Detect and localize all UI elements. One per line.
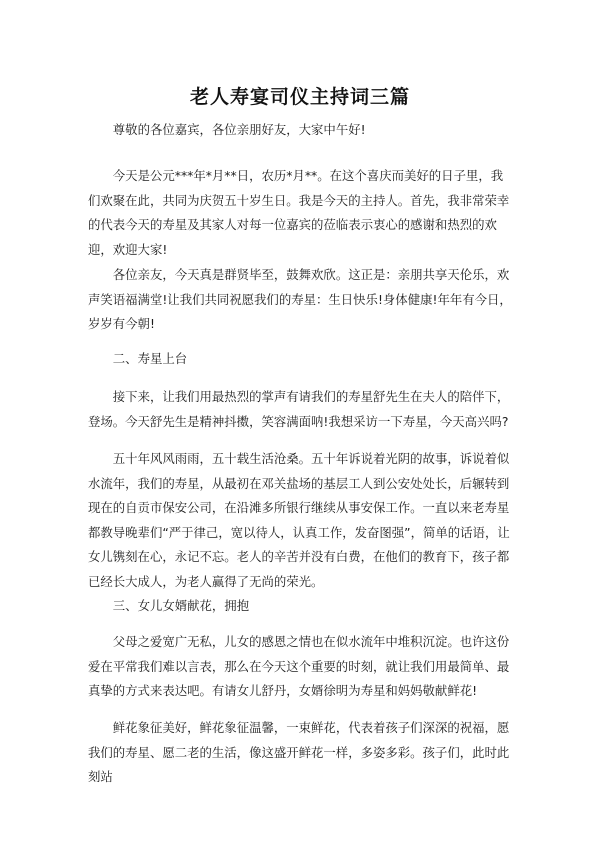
paragraph-flowers: 鲜花象征美好，鲜花象征温馨，一束鲜花，代表着孩子们深深的祝福，愿我们的寿星、愿二老的生活，像这盛开鲜花一样，多姿多彩。孩子们，此时此刻站: [88, 720, 510, 784]
section-heading-3: 三、女儿女婿献花，拥抱: [112, 598, 250, 613]
document-title: 老人寿宴司仪主持词三篇: [189, 86, 410, 108]
paragraph-gratitude: 父母之爱宽广无私，儿女的感恩之情也在似水流年中堆积沉淀。也许这份爱在平常我们难以言表，那么在今天这个重要的时刻，就让我们用最简单、最真挚的方式来表达吧。有请女儿舒丹，女婿徐明为寿星和妈妈敬献鲜花!: [88, 634, 510, 698]
paragraph-relatives: 各位亲友，今天真是群贤毕至，鼓舞欢欣。这正是：亲朋共享天伦乐，欢声笑语福满堂!让我们共同祝愿我们的寿星：生日快乐!身体健康!年年有今日，岁岁有今朝!: [88, 267, 512, 331]
paragraph-greeting: 尊敬的各位嘉宾，各位亲朋好友，大家中午好!: [112, 122, 366, 137]
paragraph-opening: 今天是公元***年*月**日，农历*月**。在这个喜庆而美好的日子里，我们欢聚在此，共同为庆贺五十岁生日。我是今天的主持人。首先，我非常荣幸的代表今天的寿星及其家人对每一位嘉宾的莅临表示衷心的感谢和热烈的欢迎，欢迎大家!: [88, 168, 510, 257]
paragraph-life-story: 五十年风风雨雨，五十载生活沧桑。五十年诉说着光阴的故事，诉说着似水流年，我们的寿星，从最初在邓关盐场的基层工人到公安处处长，后辗转到现在的自贡市保安公司，在沿滩多所银行继续从事安保工作。一直以来老寿星都教导晚辈们“严于律己，宽以待人，认真工作，发奋图强”，简单的话语，让女儿镌刻在心，永记不忘。老人的辛苦并没有白费，在他们的教育下，孩子都已经长大成人，为老人赢得了无尚的荣光。: [88, 451, 510, 589]
paragraph-host-entrance: 接下来，让我们用最热烈的掌声有请我们的寿星舒先生在夫人的陪伴下，登场。今天舒先生是精神抖擞，笑容满面呐!我想采访一下寿星，今天高兴吗?: [88, 389, 510, 429]
section-heading-2: 二、寿星上台: [112, 351, 188, 366]
